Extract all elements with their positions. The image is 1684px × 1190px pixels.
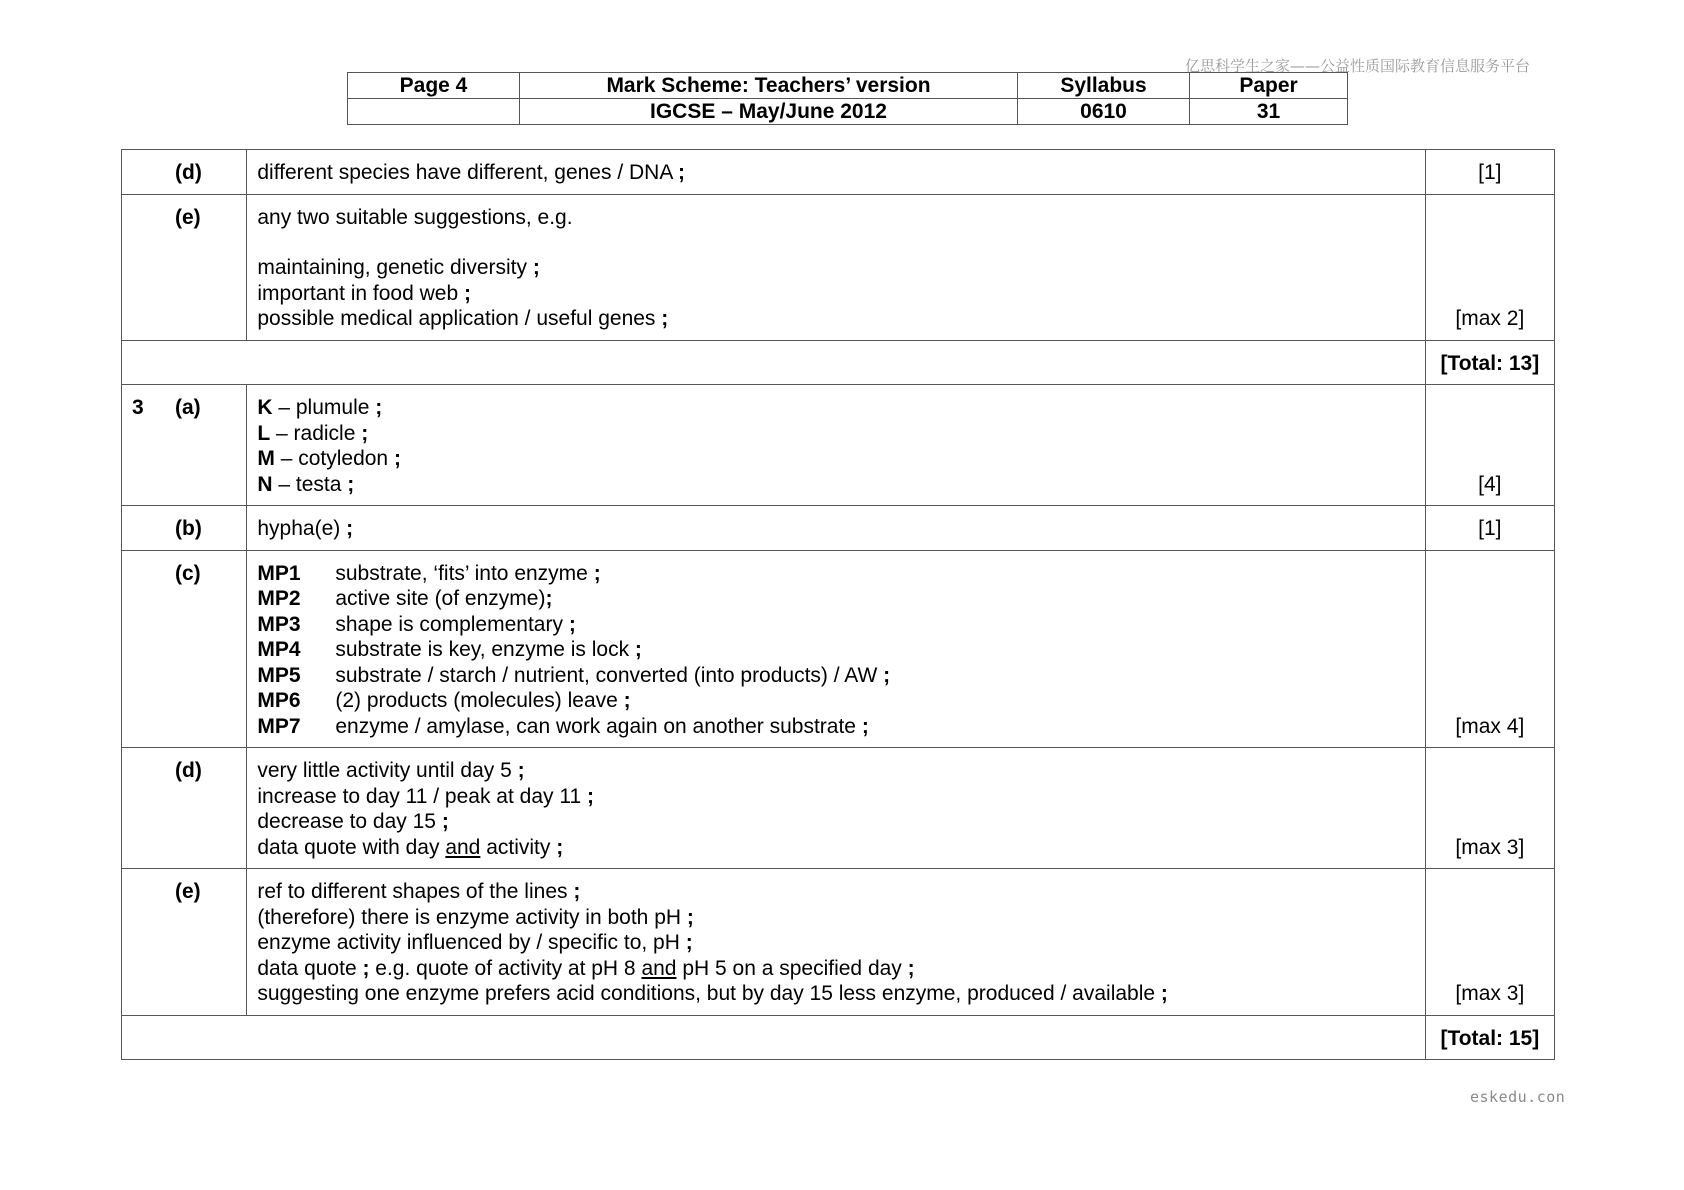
answer-line-end: activity (480, 835, 557, 859)
semicolon: ; (361, 421, 369, 445)
answer-line-mid: e.g. quote of activity at pH 8 (369, 956, 642, 980)
mark-point-id: MP1 (257, 561, 301, 585)
mark-point-text: substrate / starch / nutrient, converted (into products) / AW (335, 663, 884, 687)
semicolon: ; (883, 663, 891, 687)
semicolon: ; (678, 161, 686, 184)
semicolon: ; (532, 256, 540, 279)
header-page: Page 4 (348, 73, 520, 99)
semicolon: ; (623, 689, 631, 712)
label-text: – testa (272, 472, 348, 496)
mark-point-id: MP5 (257, 663, 301, 687)
table-row (122, 385, 1555, 506)
mark-point-id: MP6 (257, 689, 301, 712)
mark-point-id: MP4 (257, 638, 301, 661)
mark-point (257, 688, 1414, 714)
semicolon: ; (907, 956, 915, 980)
semicolon: ; (545, 587, 553, 610)
answer-line: maintaining, genetic diversity (257, 256, 527, 279)
answer-line-end: pH 5 on a specified day (676, 956, 908, 980)
underlined-word: and (641, 956, 677, 980)
answer-cell (247, 194, 1425, 340)
mark-point-text: substrate, ‘fits’ into enzyme (335, 561, 594, 585)
table-row (122, 150, 1555, 195)
marks-cell: [max 3] (1425, 748, 1554, 869)
semicolon: ; (685, 931, 693, 954)
semicolon: ; (346, 517, 354, 540)
mark-point (257, 663, 1414, 689)
label-text: – plumule (272, 396, 376, 419)
total-spacer (122, 1015, 1426, 1060)
answer-cell (247, 150, 1425, 195)
semicolon: ; (375, 396, 383, 419)
answer-text: different species have different, genes / DNA (257, 161, 673, 184)
semicolon: ; (1160, 982, 1168, 1005)
part-label: (b) (175, 517, 202, 540)
answer-cell (247, 550, 1425, 748)
underlined-word: and (445, 835, 481, 859)
header-syllabus-label: Syllabus (1018, 73, 1190, 99)
question-number-cell (122, 194, 247, 340)
table-row (122, 869, 1555, 1016)
answer-text: hypha(e) (257, 517, 347, 540)
label-key: L (257, 421, 271, 445)
part-label: (c) (175, 561, 201, 585)
table-row (122, 748, 1555, 869)
header-empty (348, 99, 520, 125)
label-key: K (257, 396, 273, 419)
header-title: Mark Scheme: Teachers’ version (520, 73, 1018, 99)
answer-intro: any two suitable suggestions, e.g. (257, 205, 573, 229)
semicolon: ; (634, 638, 642, 661)
total-row (122, 1015, 1555, 1060)
mark-point-text: enzyme / amylase, can work again on another substrate (335, 714, 862, 738)
part-label: (d) (175, 161, 202, 184)
marks-cell: [1] (1425, 506, 1554, 551)
answer-line: data quote (257, 956, 363, 980)
semicolon: ; (464, 281, 471, 305)
answer-cell (247, 385, 1425, 506)
part-label: (e) (175, 205, 201, 229)
semicolon: ; (593, 561, 601, 585)
mark-point (257, 612, 1414, 638)
question-number-cell (122, 385, 247, 506)
question-number-cell (122, 150, 247, 195)
total-row (122, 340, 1555, 385)
mark-point-id: MP3 (257, 612, 301, 636)
total-marks: [Total: 15] (1425, 1015, 1554, 1060)
semicolon: ; (362, 956, 370, 980)
marks-cell: [max 3] (1425, 869, 1554, 1016)
semicolon: ; (347, 472, 355, 496)
semicolon: ; (686, 905, 694, 929)
answer-line: decrease to day 15 (257, 810, 442, 833)
mark-point-text: shape is complementary (335, 612, 569, 636)
question-number-cell (122, 748, 247, 869)
total-spacer (122, 340, 1426, 385)
answer-line: ref to different shapes of the lines (257, 880, 574, 903)
answer-line: enzyme activity influenced by / specific to, pH (257, 931, 686, 954)
label-text: – cotyledon (274, 447, 394, 470)
header-table (347, 72, 1348, 125)
header-exam: IGCSE – May/June 2012 (520, 99, 1018, 125)
marks-cell: [max 4] (1425, 550, 1554, 748)
mark-point-id: MP7 (257, 714, 301, 738)
answer-line: important in food web (257, 281, 459, 305)
semicolon: ; (517, 759, 525, 782)
watermark-top: 亿思科学生之家——公益性质国际教育信息服务平台 (1185, 57, 1531, 75)
label-key: N (257, 472, 273, 496)
answer-line: possible medical application / useful genes (257, 307, 656, 330)
question-number: 3 (132, 396, 144, 419)
mark-point-id: MP2 (257, 587, 301, 610)
question-number-cell (122, 550, 247, 748)
table-row (122, 550, 1555, 748)
table-row (122, 506, 1555, 551)
mark-point-text: (2) products (molecules) leave (335, 689, 624, 712)
semicolon: ; (556, 835, 564, 859)
answer-cell (247, 506, 1425, 551)
marks-cell: [max 2] (1425, 194, 1554, 340)
mark-point (257, 561, 1414, 587)
header-paper-label: Paper (1190, 73, 1348, 99)
mark-point (257, 714, 1414, 740)
semicolon: ; (393, 447, 401, 470)
answer-cell (247, 748, 1425, 869)
marks-cell: [4] (1425, 385, 1554, 506)
answer-line: data quote with day (257, 835, 446, 859)
mark-point (257, 637, 1414, 663)
part-label: (d) (175, 759, 202, 782)
header-syllabus: 0610 (1018, 99, 1190, 125)
marks-cell: [1] (1425, 150, 1554, 195)
answer-line: very little activity until day 5 (257, 759, 518, 782)
answer-line: increase to day 11 / peak at day 11 (257, 784, 587, 808)
semicolon: ; (661, 307, 669, 330)
label-text: – radicle (270, 421, 362, 445)
answer-cell (247, 869, 1425, 1016)
mark-point-text: active site (of enzyme) (335, 587, 546, 610)
part-label: (a) (175, 396, 201, 419)
semicolon: ; (441, 810, 449, 833)
part-label: (e) (175, 880, 201, 903)
table-row (122, 194, 1555, 340)
semicolon: ; (861, 714, 869, 738)
header-paper: 31 (1190, 99, 1348, 125)
mark-point-text: substrate is key, enzyme is lock (335, 638, 635, 661)
watermark-bottom: eskedu.con (1470, 1088, 1566, 1106)
total-marks: [Total: 13] (1425, 340, 1554, 385)
semicolon: ; (568, 612, 576, 636)
mark-point (257, 586, 1414, 612)
label-key: M (257, 447, 275, 470)
answer-line: (therefore) there is enzyme activity in both pH (257, 905, 687, 929)
question-number-cell (122, 506, 247, 551)
question-number-cell (122, 869, 247, 1016)
semicolon: ; (586, 784, 594, 808)
semicolon: ; (573, 880, 581, 903)
answer-line: suggesting one enzyme prefers acid conditions, but by day 15 less enzyme, produced / available (257, 982, 1161, 1005)
mark-scheme-table (121, 149, 1555, 1060)
